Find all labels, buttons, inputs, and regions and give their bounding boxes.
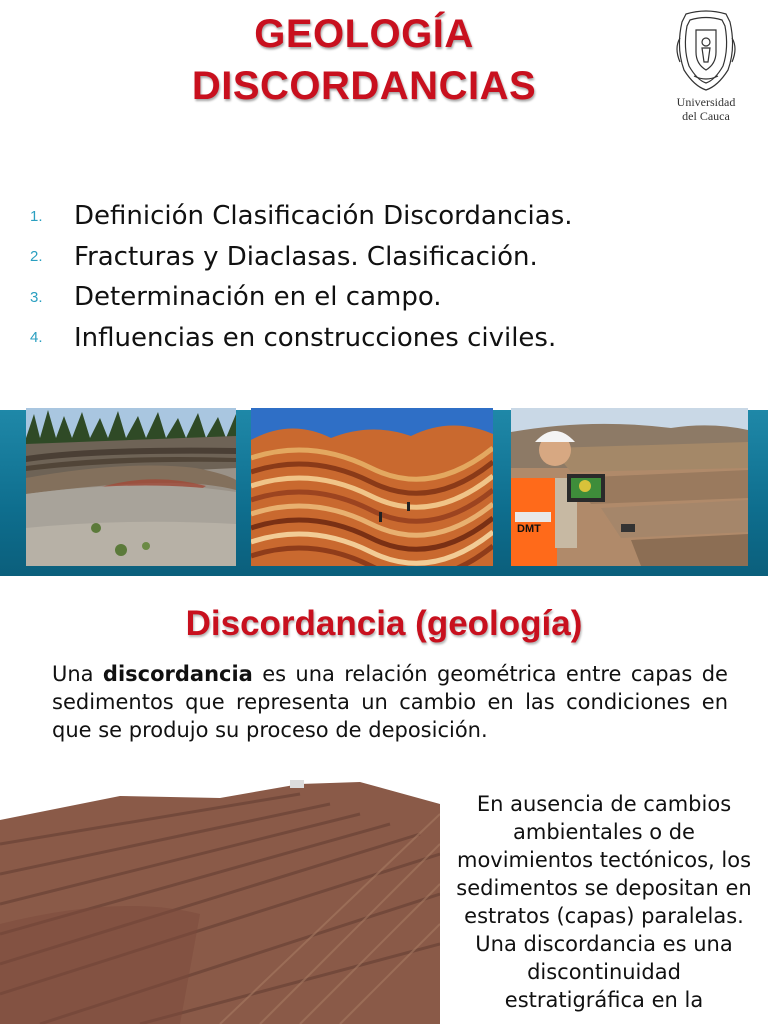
slide-title-line-2: DISCORDANCIAS bbox=[191, 64, 537, 108]
logo-caption-line-1: Universidad bbox=[676, 95, 736, 109]
list-item-number: 3. bbox=[30, 288, 43, 306]
side-paragraph: En ausencia de cambios ambientales o de movimientos tectónicos, los sedimentos se depositan en estratos (capas) paralelas. Una discordancia es una discontinuidad estratigráfica en la bbox=[456, 792, 752, 1012]
section-heading: Discordancia (geología) bbox=[185, 604, 583, 643]
list-item-label: Influencias en construcciones civiles. bbox=[74, 322, 557, 353]
list-item-label: Definición Clasificación Discordancias. bbox=[74, 201, 573, 232]
list-item-number: 4. bbox=[30, 329, 43, 347]
university-logo bbox=[666, 8, 746, 128]
list-item-number: 1. bbox=[30, 207, 43, 225]
slide-title-line-1: GEOLOGÍA bbox=[254, 12, 474, 56]
list-item-number: 2. bbox=[30, 248, 43, 266]
topics-list bbox=[30, 196, 730, 358]
roadcut-strata-photo bbox=[26, 408, 236, 566]
mine-engineer-photo bbox=[511, 408, 748, 566]
vest-text: DMT bbox=[517, 523, 541, 535]
definition-paragraph bbox=[52, 660, 728, 744]
definition-term: discordancia bbox=[102, 662, 253, 686]
list-item bbox=[30, 277, 730, 318]
logo-caption-line-2: del Cauca bbox=[682, 109, 730, 123]
list-item bbox=[30, 196, 730, 237]
slide-2 bbox=[0, 576, 768, 1024]
university-seal-icon bbox=[666, 8, 746, 92]
list-item bbox=[30, 318, 730, 359]
tilted-strata-photo bbox=[0, 774, 440, 1024]
list-item-label: Determinación en el campo. bbox=[74, 282, 442, 313]
definition-rest: es una relación geométrica entre capas de sedimentos que representa un cambio en las condiciones en que se produjo su proceso de deposición. bbox=[52, 662, 728, 742]
list-item-label: Fracturas y Diaclasas. Clasificación. bbox=[74, 241, 538, 272]
definition-prefix: Una bbox=[52, 662, 103, 686]
sandstone-wave-photo bbox=[251, 408, 493, 566]
list-item bbox=[30, 237, 730, 278]
